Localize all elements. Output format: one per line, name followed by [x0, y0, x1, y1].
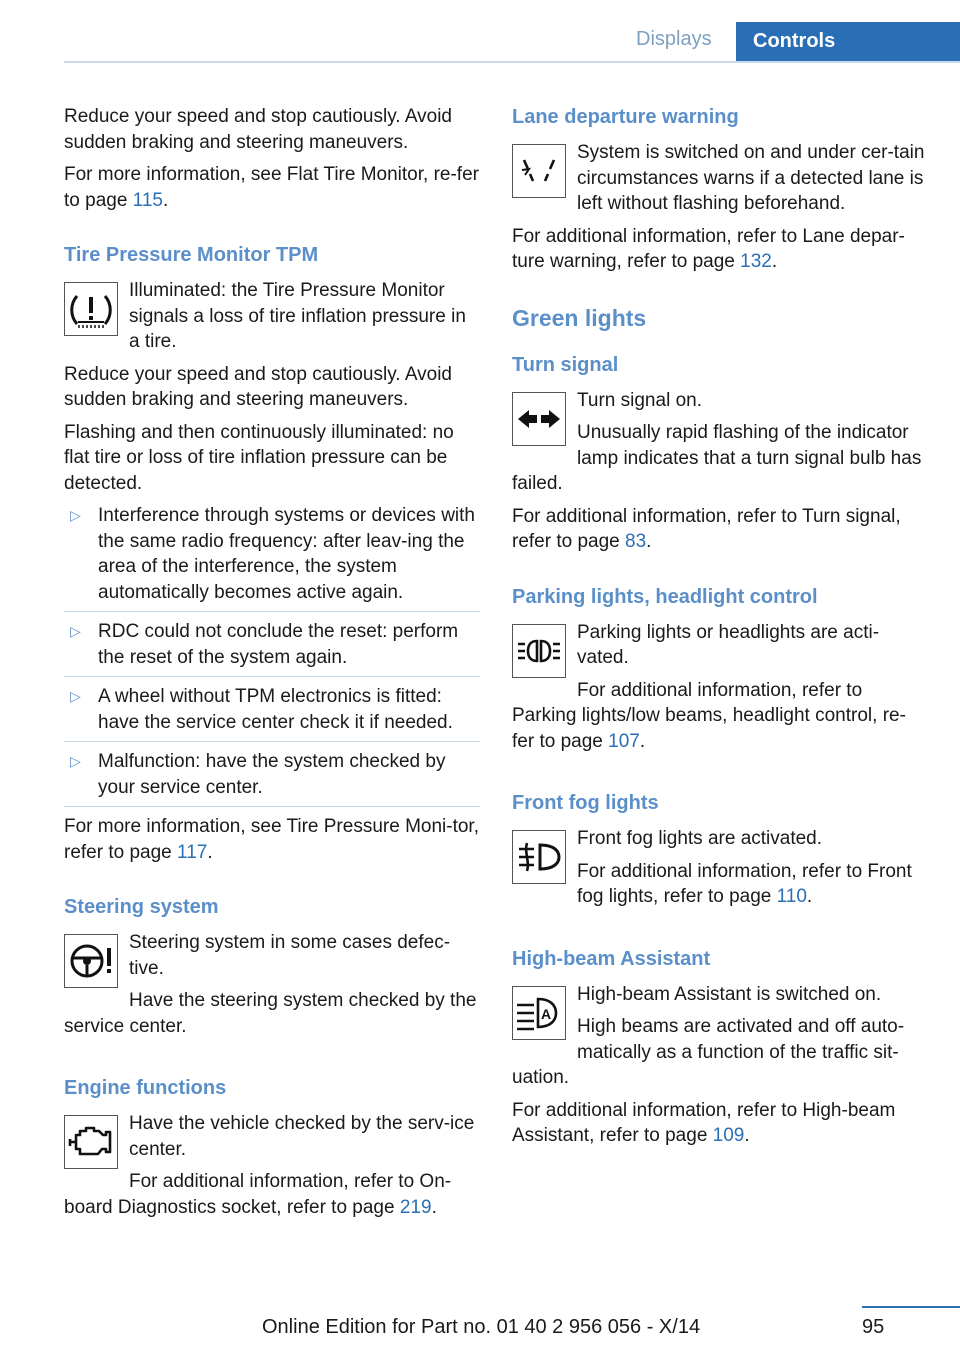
page-number: 95: [862, 1316, 885, 1338]
page-link[interactable]: 109: [712, 1125, 745, 1146]
svg-text:A: A: [541, 1005, 552, 1022]
paragraph: For additional information, refer to Lane depar‐ture warning, refer to page 132.: [512, 225, 905, 272]
section-heading-steering: Steering system: [64, 896, 219, 918]
lane-departure-icon: [512, 144, 566, 198]
left-column: [64, 104, 480, 1227]
section-heading-parking-lights: Parking lights, headlight control: [512, 585, 818, 608]
front-fog-lights-icon: [512, 830, 566, 884]
section-heading-front-fog: Front fog lights: [512, 792, 659, 814]
paragraph: Steering system in some cases defec‐tive.: [129, 932, 451, 979]
page-link[interactable]: 110: [776, 886, 807, 907]
paragraph: Front fog lights are activated.: [577, 828, 823, 849]
page-link[interactable]: 115: [132, 189, 163, 211]
section-heading-high-beam-assistant: High-beam Assistant: [512, 947, 711, 970]
paragraph: Flashing and then continuously illuminated: no flat tire or loss of tire inflation pressure can be detected.: [64, 421, 454, 494]
page-link[interactable]: 83: [625, 531, 647, 552]
section-heading-turn-signal: Turn signal: [512, 353, 619, 376]
paragraph: For more information, see Flat Tire Monitor, re‐fer to page 115.: [64, 164, 479, 211]
section-heading-tpm: Tire Pressure Monitor TPM: [64, 244, 319, 266]
tab-displays[interactable]: Displays: [636, 28, 712, 50]
parking-lights-icon: [512, 624, 566, 678]
paragraph: High beams are activated and off auto‐matically as a function of the traffic sit‐uation.: [512, 1016, 905, 1088]
paragraph: System is switched on and under cer‐tain circumstances warns if a detected lane is left without flashing beforehand.: [577, 142, 925, 214]
paragraph: Have the vehicle checked by the serv‐ice center.: [129, 1113, 475, 1160]
triangle-bullet-icon: ▷: [70, 623, 81, 639]
header-divider: [64, 61, 960, 63]
high-beam-assistant-icon: [512, 986, 566, 1040]
paragraph: Reduce your speed and stop cautiously. Avoid sudden braking and steering maneuvers.: [64, 363, 452, 410]
page-link[interactable]: 219: [399, 1196, 432, 1218]
section-heading-green-lights: Green lights: [512, 304, 647, 331]
engine-check-icon: [64, 1115, 118, 1169]
paragraph: Turn signal on.: [577, 389, 702, 411]
footer-edition-text: Online Edition for Part no. 01 40 2 956 056 - X/14: [262, 1316, 701, 1338]
triangle-bullet-icon: ▷: [70, 688, 81, 704]
paragraph: Illuminated: the Tire Pressure Monitor signals a loss of tire inflation pressure in a tire.: [129, 280, 466, 352]
paragraph: For more information, see Tire Pressure Moni‐tor, refer to page 117.: [64, 816, 479, 863]
section-heading-engine: Engine functions: [64, 1077, 227, 1099]
paragraph: Reduce your speed and stop cautiously. Avoid sudden braking and steering maneuvers.: [64, 106, 452, 153]
list-item: ▷ A wheel without TPM electronics is fitted: have the service center check it if needed.: [64, 684, 480, 742]
paragraph: High-beam Assistant is switched on.: [577, 983, 882, 1005]
paragraph: For additional information, refer to Turn signal, refer to page 83.: [512, 505, 901, 552]
steering-warning-icon: [64, 934, 118, 988]
page-link[interactable]: 117: [177, 841, 208, 863]
list-item: ▷ Malfunction: have the system checked by your service center.: [64, 749, 480, 807]
bullet-list: [64, 503, 480, 807]
section-heading-lane-departure: Lane departure warning: [512, 106, 739, 128]
triangle-bullet-icon: ▷: [70, 507, 81, 523]
paragraph: For additional information, refer to Parking lights/low beams, headlight control, re‐fer to page 107.: [512, 679, 906, 752]
paragraph: For additional information, refer to High-beam Assistant, refer to page 109.: [512, 1099, 896, 1146]
footer-divider: [862, 1306, 960, 1308]
tab-controls[interactable]: Controls: [736, 22, 960, 62]
paragraph: Unusually rapid flashing of the indicator lamp indicates that a turn signal bulb has failed.: [512, 422, 922, 494]
tire-pressure-warning-icon: [64, 282, 118, 336]
paragraph: For additional information, refer to On-board Diagnostics socket, refer to page 219.: [64, 1171, 452, 1218]
paragraph: Have the steering system checked by the service center.: [64, 990, 477, 1037]
turn-signal-icon: [512, 392, 566, 446]
page-link[interactable]: 132: [740, 251, 772, 272]
paragraph: Parking lights or headlights are acti‐vated.: [577, 621, 880, 668]
right-column: [512, 104, 928, 1156]
list-item: ▷ RDC could not conclude the reset: perform the reset of the system again.: [64, 619, 480, 677]
list-item: ▷ Interference through systems or devices with the same radio frequency: after leav‐ing the area of the interference, the system automatically becomes active again.: [64, 503, 480, 612]
paragraph: For additional information, refer to Front fog lights, refer to page 110.: [577, 860, 912, 907]
page-link[interactable]: 107: [608, 730, 640, 752]
triangle-bullet-icon: ▷: [70, 753, 81, 769]
